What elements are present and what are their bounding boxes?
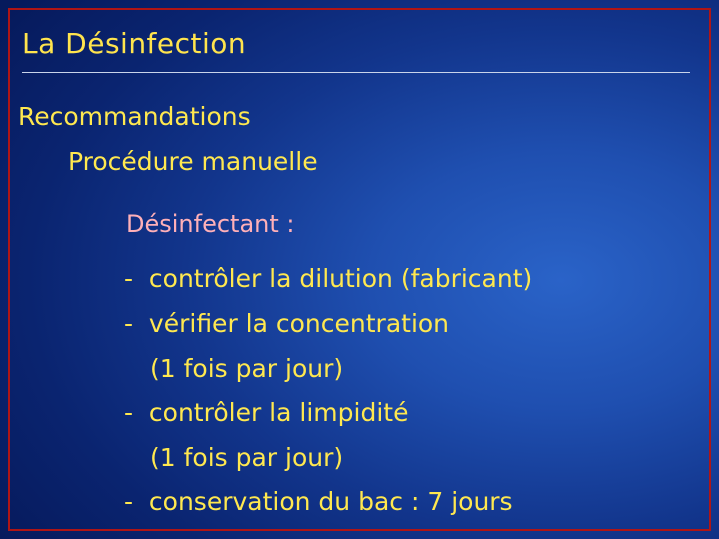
list-item: (1 fois par jour) bbox=[150, 354, 344, 383]
list-item: (1 fois par jour) bbox=[150, 443, 344, 472]
list-item: - conservation du bac : 7 jours bbox=[124, 487, 513, 516]
page-title: La Désinfection bbox=[22, 27, 247, 60]
body-subheading: Procédure manuelle bbox=[68, 147, 318, 176]
title-divider bbox=[22, 72, 690, 73]
section-label: Désinfectant : bbox=[126, 210, 295, 238]
list-item: - vérifier la concentration bbox=[124, 309, 450, 338]
list-item: - contrôler la limpidité bbox=[124, 398, 409, 427]
list-item: - contrôler la dilution (fabricant) bbox=[124, 264, 533, 293]
body-heading: Recommandations bbox=[18, 102, 251, 131]
